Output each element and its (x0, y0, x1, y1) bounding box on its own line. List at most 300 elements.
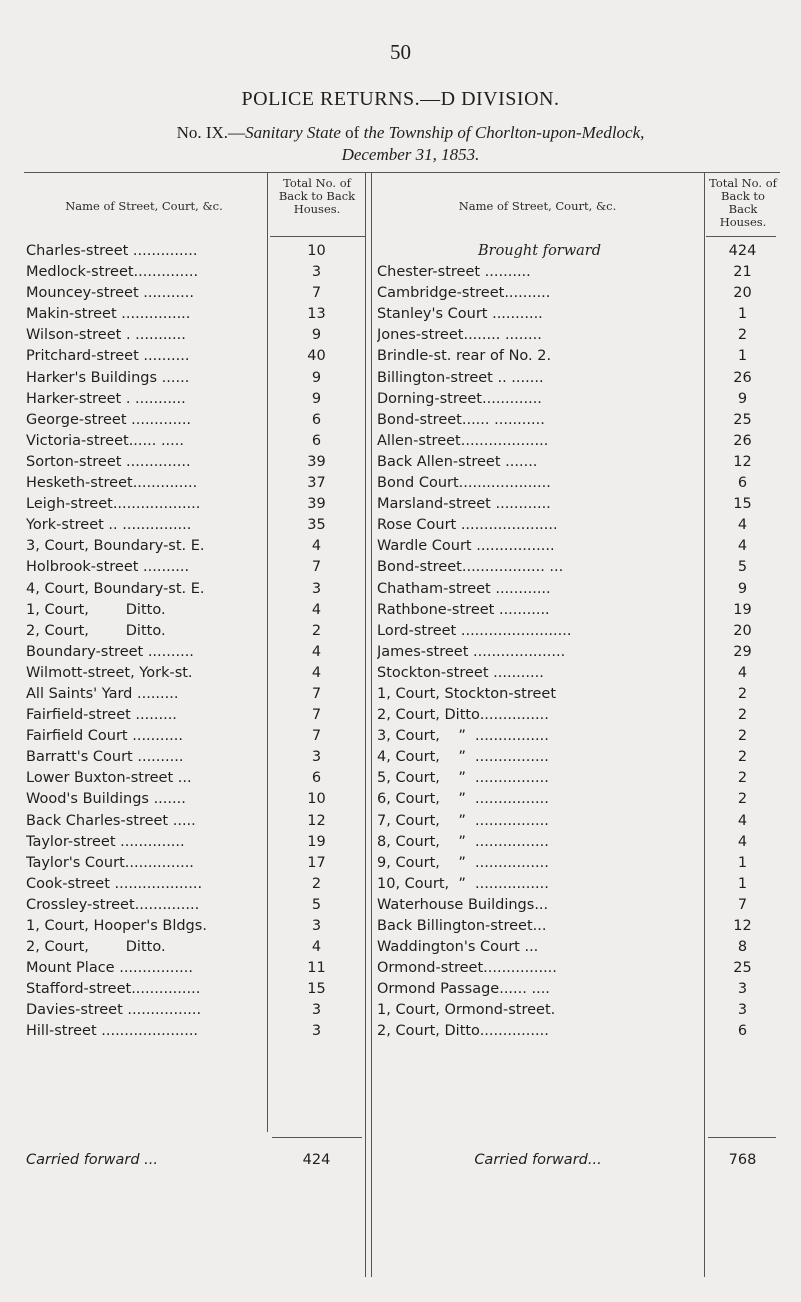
house-count: 9 (311, 369, 322, 386)
house-count: 37 (307, 475, 326, 492)
leader-dots: ...... (157, 369, 190, 386)
header-rule (270, 236, 365, 237)
street-name (26, 283, 264, 304)
house-count: 35 (307, 517, 326, 534)
leader-dots: .............. (132, 475, 198, 492)
street-name-text: Bond Court (377, 475, 459, 492)
leader-dots: .. ............... (103, 517, 192, 534)
table-row (377, 325, 777, 346)
street-name-text: 2, Court, Ditto. (26, 622, 166, 639)
subtitle-italic-2: the Township of Chorlton-upon-Medlock, (363, 123, 645, 142)
street-name (26, 768, 264, 789)
street-name-text: 9, Court, ” (377, 854, 466, 871)
house-count: 21 (733, 264, 752, 281)
table-row (377, 536, 777, 557)
street-name-text: Bond-street (377, 411, 462, 428)
table-row (26, 431, 366, 452)
house-count: 2 (737, 791, 748, 808)
street-name (26, 368, 264, 389)
house-count: 12 (307, 812, 326, 829)
table-row (377, 494, 777, 515)
street-name (377, 579, 702, 600)
table-row (377, 579, 777, 600)
table-row (377, 937, 777, 958)
house-count: 1 (737, 875, 748, 892)
leader-dots: ............... (479, 1023, 549, 1040)
house-count: 424 (728, 243, 757, 259)
street-name-text: 1, Court, Stockton-street (377, 685, 557, 702)
house-count: 12 (733, 918, 752, 934)
house-count: 2 (311, 875, 322, 892)
carried-forward-right-total: 768 (728, 1152, 757, 1168)
street-name-text: Back Billington-street (377, 918, 533, 934)
table-row (377, 452, 777, 473)
house-count: 1 (737, 854, 748, 871)
street-name-text: Hill-street (26, 1023, 97, 1040)
table-row (26, 557, 366, 578)
leader-dots: ........... (487, 306, 543, 323)
street-name (377, 389, 702, 410)
carried-forward-left-label (26, 1152, 266, 1168)
house-count: 3 (311, 264, 322, 281)
subtitle (20, 122, 801, 166)
street-name-text: Brought forward (477, 243, 601, 259)
house-count: 7 (311, 685, 322, 702)
street-name-text: Allen-street (377, 432, 461, 449)
street-name (26, 979, 264, 1000)
leader-dots: .............. (134, 896, 200, 913)
street-name (377, 684, 702, 705)
house-count: 9 (311, 327, 322, 344)
street-name (377, 832, 702, 853)
street-name (377, 642, 702, 663)
table-row (26, 515, 366, 536)
street-name (377, 283, 702, 304)
leader-dots: ................ (465, 791, 549, 808)
table-row (377, 557, 777, 578)
house-count: 9 (737, 580, 748, 597)
street-name (26, 325, 264, 346)
street-name-text: Medlock-street (26, 264, 134, 281)
house-count: 6 (311, 770, 322, 787)
table-row (26, 916, 366, 937)
street-name-text: 3, Court, Boundary-st. E. (26, 538, 205, 555)
house-count: 2 (737, 327, 748, 344)
street-name (377, 452, 702, 473)
leader-dots: ................ (122, 1002, 202, 1019)
street-name (26, 262, 264, 283)
table-row (377, 895, 777, 916)
street-name-text: 1, Court, Hooper's Bldgs. (26, 918, 207, 934)
street-name-text: 5, Court, ” (377, 770, 466, 787)
street-name-text: 2, Court, Ditto (377, 707, 480, 724)
leader-dots: ................ (465, 875, 549, 892)
page-number: 50 (390, 40, 411, 64)
table-row (26, 789, 366, 810)
street-name-text: Lord-street (377, 622, 457, 639)
street-name (26, 853, 264, 874)
street-name-text: Leigh-street (26, 496, 113, 513)
leader-dots: ...... ........... (461, 411, 545, 428)
leader-dots: ...... .... (499, 981, 550, 998)
street-name-text: George-street (26, 411, 127, 428)
leader-dots: ....... (148, 791, 186, 808)
table-row (26, 325, 366, 346)
street-name-text: Wilmott-street, York-st. (26, 664, 193, 681)
house-count: 7 (311, 285, 322, 302)
street-name-text: Pritchard-street (26, 348, 139, 365)
house-count: 7 (737, 896, 748, 913)
leader-dots: . ........... (121, 327, 186, 344)
house-count: 7 (311, 707, 322, 724)
leader-dots: ............... (479, 707, 549, 724)
street-name-text: 2, Court, Ditto (377, 1023, 480, 1040)
house-count: 4 (311, 664, 322, 681)
house-count: 19 (307, 833, 326, 850)
table-row (377, 262, 777, 283)
house-count: 6 (737, 475, 748, 492)
carried-forward-left-total: 424 (302, 1152, 331, 1168)
house-count: 19 (733, 601, 752, 618)
street-name-text: York-street (26, 517, 104, 534)
street-name-text: Brindle-st. rear of No. 2. (377, 348, 552, 365)
street-name-text: Holbrook-street (26, 559, 139, 576)
leader-dots: ....... (500, 453, 538, 470)
house-count: 3 (311, 918, 322, 934)
street-name (26, 557, 264, 578)
street-name (26, 515, 264, 536)
table-row (377, 811, 777, 832)
street-name-text: James-street (377, 643, 469, 660)
street-name-text: Back Charles-street (26, 812, 169, 829)
leader-dots: ... (534, 896, 549, 913)
house-count: 5 (737, 559, 748, 576)
table-row (26, 241, 366, 262)
leader-dots: .............. (133, 264, 199, 281)
leader-dots: ................ (465, 833, 549, 850)
house-count: 6 (311, 411, 322, 428)
table-row (377, 431, 777, 452)
house-count: 10 (307, 243, 326, 259)
leader-dots: ..... (168, 812, 196, 829)
street-name-text: 3, Court, ” (377, 728, 466, 745)
table-row (377, 768, 777, 789)
header-name-left: Name of Street, Court, &c. (65, 199, 223, 213)
leader-dots: ........... (494, 601, 550, 618)
table-row (377, 283, 777, 304)
street-name (377, 346, 702, 367)
street-name-text: Mouncey-street (26, 285, 139, 302)
house-count: 26 (733, 369, 752, 386)
table-row (26, 600, 366, 621)
street-name (377, 726, 702, 747)
house-count: 2 (737, 728, 748, 745)
street-name-text: 10, Court, ” (377, 875, 466, 892)
house-count: 15 (307, 981, 326, 998)
street-name-text: Bond-street (377, 559, 462, 576)
street-name (26, 494, 264, 515)
table-row (26, 452, 366, 473)
table-row (26, 726, 366, 747)
leader-dots: ..................... (456, 517, 558, 534)
street-name-text: 8, Court, ” (377, 833, 466, 850)
leader-dots: ............. (126, 411, 192, 428)
leader-dots: ................... (109, 875, 203, 892)
street-name (377, 431, 702, 452)
table-row (26, 410, 366, 431)
carried-forward-right-label (372, 1152, 704, 1168)
table-row (26, 768, 366, 789)
street-name (377, 325, 702, 346)
house-count: 4 (311, 601, 322, 618)
leader-dots: ........ ........ (463, 327, 542, 344)
street-name-text: Crossley-street (26, 896, 135, 913)
leader-dots: ................. (471, 538, 555, 555)
table-row (377, 241, 777, 262)
table-row (377, 389, 777, 410)
street-name (26, 916, 264, 937)
house-count: 17 (307, 854, 326, 871)
table-row (26, 979, 366, 1000)
street-name-text: Stafford-street (26, 981, 132, 998)
header-name-right: Name of Street, Court, &c. (458, 199, 617, 213)
street-name (26, 600, 264, 621)
street-name-text: Ormond Passage (377, 981, 500, 998)
house-count: 3 (737, 981, 748, 998)
table-row (377, 346, 777, 367)
street-name-text: Waddington's Court (377, 939, 520, 956)
table-row (377, 515, 777, 536)
leader-dots: ............... (131, 981, 201, 998)
table-row (377, 304, 777, 325)
street-name (377, 663, 702, 684)
street-name-text: Davies-street (26, 1002, 123, 1019)
street-name-text: 1, Court, Ormond-street. (377, 1002, 556, 1019)
house-count: 2 (311, 622, 322, 639)
leader-dots: ................... (460, 432, 549, 449)
street-name (377, 600, 702, 621)
leader-dots: ... (532, 918, 547, 934)
house-count: 40 (307, 348, 326, 365)
leader-dots: .......... (143, 643, 194, 660)
table-row (377, 473, 777, 494)
street-name (377, 874, 702, 895)
house-count: 2 (737, 707, 748, 724)
table-row (26, 937, 366, 958)
house-count: 11 (307, 960, 326, 977)
street-name-text: Cook-street (26, 875, 110, 892)
street-name (26, 832, 264, 853)
house-count: 15 (733, 496, 752, 513)
street-name (26, 684, 264, 705)
leader-dots: .................... (458, 475, 551, 492)
street-name-text: 4, Court, ” (377, 749, 466, 766)
table-row (26, 473, 366, 494)
house-count: 20 (733, 285, 752, 302)
subtitle-date: December 31, 1853. (341, 145, 480, 164)
street-name (26, 473, 264, 494)
table-row (26, 874, 366, 895)
leader-dots: ......... (130, 707, 177, 724)
table-row (26, 304, 366, 325)
leader-dots: ......... (132, 685, 179, 702)
street-name (26, 579, 264, 600)
street-name-text: Jones-street (377, 327, 464, 344)
street-name-text: Lower Buxton-street (26, 770, 174, 787)
table-row (26, 747, 366, 768)
table-row (377, 684, 777, 705)
leader-dots: .................... (468, 643, 566, 660)
street-name-text: Chatham-street (377, 580, 491, 597)
table-row (26, 536, 366, 557)
table-row (377, 1021, 777, 1042)
table-row (26, 832, 366, 853)
house-count: 3 (311, 749, 322, 766)
table-row (26, 895, 366, 916)
street-name (26, 937, 264, 958)
leader-dots: ................ (483, 960, 557, 977)
table-row (26, 389, 366, 410)
table-row (26, 811, 366, 832)
street-name (377, 494, 702, 515)
street-name (26, 789, 264, 810)
house-count: 20 (733, 622, 752, 639)
street-name-text: Waterhouse Buildings (377, 896, 535, 913)
house-count: 7 (311, 559, 322, 576)
street-name (26, 726, 264, 747)
table-row (26, 705, 366, 726)
leader-dots: ................ (465, 728, 549, 745)
house-count: 25 (733, 411, 752, 428)
table-row (377, 1000, 777, 1021)
street-name (377, 557, 702, 578)
leader-dots: ............ (490, 580, 551, 597)
street-name-text: Victoria-street (26, 432, 129, 449)
table-row (377, 410, 777, 431)
leader-dots: .......... (138, 348, 190, 365)
house-count: 7 (311, 728, 322, 745)
house-count: 10 (307, 791, 326, 808)
leader-dots: ................ (465, 770, 549, 787)
leader-dots: ................ (465, 749, 549, 766)
leader-dots: ........... (138, 285, 194, 302)
footer-right-label: Carried forward... (474, 1152, 602, 1168)
leader-dots: . ........... (121, 390, 186, 407)
house-count: 39 (307, 496, 326, 513)
house-count: 3 (311, 580, 322, 597)
leader-dots: ................ (465, 812, 549, 829)
table-row (377, 642, 777, 663)
street-name-text: Makin-street (26, 306, 117, 323)
street-name-text: Cambridge-street (377, 285, 505, 302)
house-count: 4 (737, 812, 748, 829)
subtitle-middle: of (340, 123, 364, 142)
house-count: 1 (737, 306, 748, 323)
street-name-text: All Saints' Yard (26, 685, 133, 702)
street-name-text: Harker's Buildings (26, 369, 158, 386)
table-row (26, 642, 366, 663)
leader-dots: ........................ (456, 622, 572, 639)
street-name-text: Back Allen-street (377, 453, 501, 470)
house-count: 4 (737, 833, 748, 850)
street-name-text: Boundary-street (26, 643, 144, 660)
street-name (377, 473, 702, 494)
table-row (26, 1021, 366, 1042)
table-row (377, 600, 777, 621)
street-name (26, 304, 264, 325)
table-row (26, 494, 366, 515)
street-name-text: Rose Court (377, 517, 457, 534)
subtitle-prefix: No. IX.— (176, 123, 246, 142)
house-count: 6 (737, 1023, 748, 1040)
house-count: 2 (737, 685, 748, 702)
leader-dots: ...... ..... (128, 432, 184, 449)
street-name-text: Charles-street (26, 243, 129, 259)
house-count: 26 (733, 432, 752, 449)
street-name (26, 389, 264, 410)
house-count: 3 (311, 1023, 322, 1040)
leader-dots: .................. ... (461, 559, 564, 576)
street-name-text: Taylor-street (26, 833, 116, 850)
table-row (377, 832, 777, 853)
leader-dots: .......... (132, 749, 184, 766)
street-name (26, 431, 264, 452)
table-row (26, 1000, 366, 1021)
house-count: 4 (737, 517, 748, 534)
house-count: 9 (311, 390, 322, 407)
street-name-text: Taylor's Court (26, 854, 125, 871)
right-column-rows (377, 241, 777, 1043)
street-name-text: 6, Court, ” (377, 791, 466, 808)
table-row (377, 916, 777, 937)
house-count: 4 (311, 643, 322, 660)
table-row (377, 747, 777, 768)
house-count: 25 (733, 960, 752, 977)
leader-dots: .............. (128, 243, 198, 259)
street-name (26, 811, 264, 832)
leader-dots: ........... (488, 664, 544, 681)
house-count: 3 (311, 1002, 322, 1019)
table-row (26, 663, 366, 684)
street-name-text: Mount Place (26, 960, 115, 977)
street-name (26, 241, 264, 262)
leader-dots: .......... (138, 559, 190, 576)
table-row (26, 579, 366, 600)
street-name-text: Fairfield Court (26, 728, 128, 745)
street-name (377, 1021, 702, 1042)
street-name (377, 916, 702, 937)
house-count: 3 (737, 1002, 748, 1019)
street-name (26, 663, 264, 684)
street-name-text: Hesketh-street (26, 475, 133, 492)
street-name (377, 241, 702, 262)
street-name (26, 452, 264, 473)
street-name-text: Ormond-street (377, 960, 484, 977)
leader-dots: ............... (116, 306, 191, 323)
sum-rule-left (272, 1137, 362, 1138)
leader-dots: ... (519, 939, 539, 956)
street-name-text: Wardle Court (377, 538, 472, 555)
house-count: 1 (737, 348, 748, 365)
table-row (26, 346, 366, 367)
street-name-text: Fairfield-street (26, 707, 131, 724)
table-row (377, 789, 777, 810)
street-name (377, 515, 702, 536)
footer-left-label: Carried forward ... (26, 1152, 158, 1168)
house-count: 13 (307, 306, 326, 323)
table-row (377, 663, 777, 684)
table-row (377, 726, 777, 747)
